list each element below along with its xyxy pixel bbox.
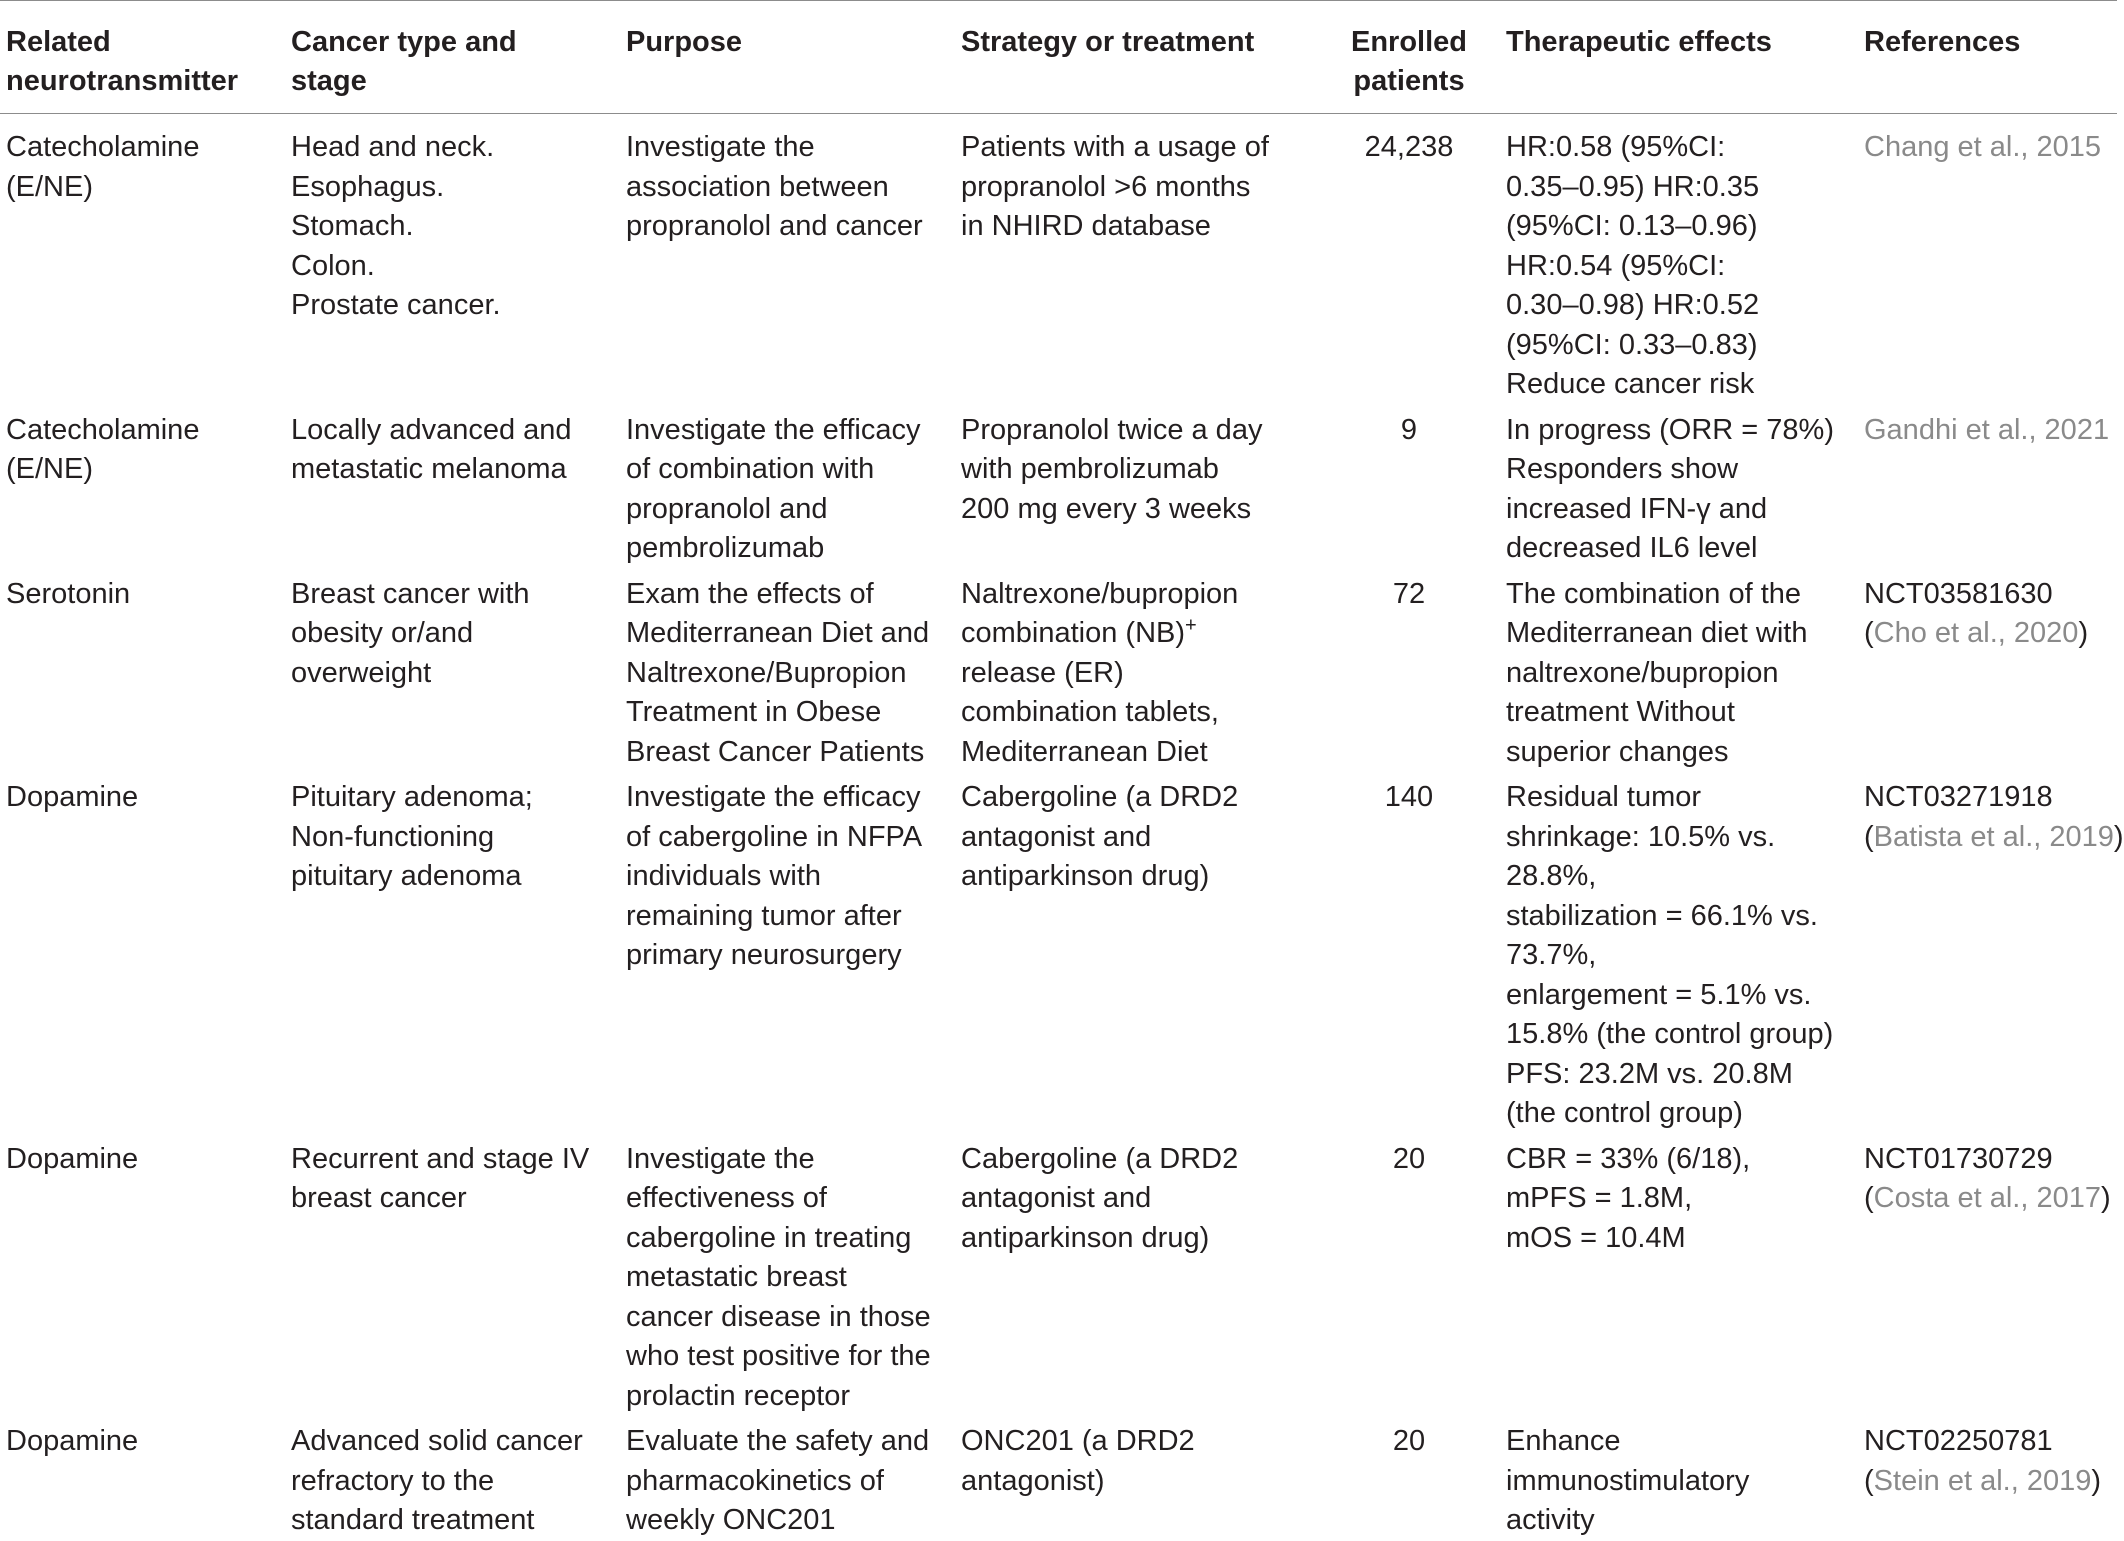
- purpose-cell-text: prolactin receptor: [626, 1379, 851, 1412]
- strategy-cell-line: [961, 411, 1312, 451]
- neurotransmitter-cell-text: Dopamine: [6, 781, 139, 813]
- references-cell: [1858, 1134, 2117, 1417]
- strategy-cell-text: antiparkinson drug): [961, 1221, 1210, 1254]
- therapeutic-effects-cell-text: Residual tumor: [1506, 781, 1702, 813]
- strategy-cell: [955, 405, 1320, 569]
- strategy-cell-text: antagonist and: [961, 1182, 1152, 1214]
- therapeutic-effects-cell: [1500, 569, 1858, 773]
- therapeutic-effects-cell-line: [1506, 450, 1850, 490]
- cancer-type-cell-text: Non-functioning: [291, 820, 495, 853]
- strategy-cell-text: Patients with a usage of: [961, 131, 1269, 163]
- purpose-cell-text: metastatic breast: [626, 1261, 847, 1293]
- purpose-cell-text: of combination with: [626, 453, 875, 485]
- purpose-cell-text: individuals with: [626, 860, 822, 892]
- neurotransmitter-cell: [0, 114, 285, 405]
- purpose-cell: [620, 114, 955, 405]
- paren-open: (: [1864, 1464, 1874, 1497]
- therapeutic-effects-cell-text: 0.35–0.95) HR:0.35: [1506, 170, 1760, 203]
- neurotransmitter-cell-text: Dopamine: [6, 1142, 139, 1175]
- cancer-type-cell: [285, 569, 620, 773]
- cancer-type-cell: [285, 114, 620, 405]
- purpose-cell-text: Exam the effects of: [626, 577, 874, 610]
- strategy-cell-text: 200 mg every 3 weeks: [961, 492, 1252, 525]
- neurotransmitter-cell-text: Serotonin: [6, 577, 131, 610]
- purpose-cell: [620, 405, 955, 569]
- purpose-cell-line: [626, 818, 947, 858]
- neurotransmitter-cell-line: [6, 1422, 277, 1462]
- cancer-type-cell-line: [291, 575, 612, 615]
- cancer-type-cell-line: [291, 654, 612, 694]
- paren-open: (: [1864, 820, 1874, 853]
- therapeutic-effects-cell-line: [1506, 733, 1850, 773]
- therapeutic-effects-cell-text: Mediterranean diet with: [1506, 617, 1808, 649]
- strategy-cell-text: Mediterranean Diet: [961, 735, 1208, 768]
- therapeutic-effects-cell-text: 0.30–0.98) HR:0.52: [1506, 289, 1760, 321]
- neurotransmitter-cell: [0, 772, 285, 1134]
- therapeutic-effects-cell-line: [1506, 575, 1850, 615]
- purpose-cell-line: [626, 1258, 947, 1298]
- therapeutic-effects-cell-line: [1506, 286, 1850, 326]
- therapeutic-effects-cell-line: [1506, 168, 1850, 208]
- neurotransmitter-cell-text: Catecholamine: [6, 413, 200, 446]
- strategy-cell: [955, 569, 1320, 773]
- enrolled-patients-cell: 20: [1392, 1142, 1426, 1175]
- reference-link[interactable]: Cho et al., 2020: [1873, 617, 2079, 649]
- strategy-cell-line: [961, 575, 1312, 615]
- cancer-type-cell-text: metastatic melanoma: [291, 453, 567, 485]
- therapeutic-effects-cell: [1500, 405, 1858, 569]
- strategy-cell-line: [961, 1140, 1312, 1180]
- therapeutic-effects-cell-text: 28.8%,: [1506, 860, 1597, 892]
- purpose-cell-line: [626, 1462, 947, 1502]
- therapeutic-effects-cell: [1500, 772, 1858, 1134]
- therapeutic-effects-cell-line: [1506, 1462, 1850, 1502]
- strategy-cell-line: [961, 778, 1312, 818]
- superscript-mark: +: [1185, 614, 1197, 637]
- purpose-cell-line: [626, 207, 947, 247]
- strategy-cell-line: [961, 450, 1312, 490]
- purpose-cell-text: Evaluate the safety and: [626, 1425, 930, 1457]
- strategy-cell-line: [961, 1179, 1312, 1219]
- header-row: [0, 1, 2117, 114]
- purpose-cell-line: [626, 1179, 947, 1219]
- therapeutic-effects-cell-text: HR:0.58 (95%CI:: [1506, 131, 1726, 163]
- therapeutic-effects-cell-line: [1506, 247, 1850, 287]
- therapeutic-effects-cell-line: [1506, 654, 1850, 694]
- therapeutic-effects-cell-text: shrinkage: 10.5% vs.: [1506, 820, 1776, 853]
- therapeutic-effects-cell-line: [1506, 529, 1850, 569]
- strategy-cell-line: [961, 818, 1312, 858]
- cancer-type-cell-line: [291, 286, 612, 326]
- therapeutic-effects-cell: [1500, 114, 1858, 405]
- therapeutic-effects-cell-text: stabilization = 66.1% vs.: [1506, 899, 1818, 932]
- purpose-cell-line: [626, 128, 947, 168]
- therapeutic-effects-cell-line: [1506, 490, 1850, 530]
- table-row: [0, 114, 2117, 405]
- cancer-type-cell-line: [291, 128, 612, 168]
- references-cell: [1858, 1416, 2117, 1541]
- therapeutic-effects-cell-text: Responders show: [1506, 453, 1739, 485]
- purpose-cell-text: primary neurosurgery: [626, 939, 902, 971]
- strategy-cell: [955, 1134, 1320, 1417]
- table-row: [0, 569, 2117, 773]
- therapeutic-effects-cell-line: [1506, 693, 1850, 733]
- cancer-type-cell-text: refractory to the: [291, 1464, 495, 1497]
- purpose-cell-text: of cabergoline in NFPA: [626, 820, 923, 853]
- paren-close: ): [2113, 820, 2124, 853]
- cancer-type-cell-text: Esophagus.: [291, 170, 445, 203]
- references-cell: [1858, 772, 2124, 1134]
- table-body: [0, 114, 2124, 1541]
- therapeutic-effects-cell-line: [1506, 1179, 1850, 1219]
- therapeutic-effects-cell-line: [1506, 326, 1850, 366]
- neurotransmitter-cell-line: [6, 411, 277, 451]
- reference-link[interactable]: Gandhi et al., 2021: [1864, 413, 2110, 446]
- trial-id: NCT03271918: [1864, 781, 2053, 813]
- purpose-cell: [620, 1134, 955, 1417]
- therapeutic-effects-cell-text: Enhance: [1506, 1425, 1621, 1457]
- table-row: [0, 405, 2117, 569]
- strategy-cell-text: release (ER): [961, 656, 1124, 689]
- reference-line: [1864, 818, 2124, 858]
- therapeutic-effects-cell-text: mPFS = 1.8M,: [1506, 1182, 1693, 1214]
- therapeutic-effects-cell-line: [1506, 1422, 1850, 1462]
- header-enrolled-patients: [1320, 1, 1500, 114]
- strategy-cell-text: antiparkinson drug): [961, 860, 1210, 892]
- paren-close: ): [2078, 617, 2089, 649]
- strategy-cell-line: [961, 614, 1312, 654]
- strategy-cell: [955, 114, 1320, 405]
- neurotransmitter-cell-line: [6, 1140, 277, 1180]
- purpose-cell: [620, 569, 955, 773]
- strategy-cell-line: [961, 693, 1312, 733]
- cancer-type-cell-line: [291, 247, 612, 287]
- purpose-cell-line: [626, 614, 947, 654]
- therapeutic-effects-cell-line: [1506, 778, 1850, 818]
- strategy-cell-line: [961, 733, 1312, 773]
- header-cancer-type-and-stage: [285, 1, 620, 114]
- therapeutic-effects-cell-line: [1506, 1140, 1850, 1180]
- purpose-cell-line: [626, 778, 947, 818]
- strategy-cell-text: in NHIRD database: [961, 210, 1211, 242]
- cancer-type-cell-line: [291, 411, 612, 451]
- cancer-type-cell-text: Colon.: [291, 249, 375, 282]
- strategy-cell-text: combination tablets,: [961, 696, 1219, 728]
- cancer-type-cell-line: [291, 207, 612, 247]
- purpose-cell: [620, 1416, 955, 1541]
- purpose-cell-line: [626, 411, 947, 451]
- purpose-cell-line: [626, 1298, 947, 1338]
- purpose-cell-line: [626, 936, 947, 976]
- therapeutic-effects-cell-text: Reduce cancer risk: [1506, 368, 1755, 400]
- header-strategy-or-treatment: [955, 1, 1320, 114]
- header-text-line: patients: [1353, 65, 1465, 97]
- paren-close: ): [2091, 1464, 2101, 1497]
- cancer-type-cell-text: Head and neck.: [291, 131, 495, 163]
- purpose-cell-text: Investigate the efficacy: [626, 781, 921, 813]
- cancer-type-cell-text: Breast cancer with: [291, 577, 530, 610]
- therapeutic-effects-cell-text: CBR = 33% (6/18),: [1506, 1142, 1751, 1175]
- strategy-cell-text: Naltrexone/bupropion: [961, 577, 1239, 610]
- cancer-type-cell-line: [291, 1422, 612, 1462]
- purpose-cell-text: Breast Cancer Patients: [626, 735, 925, 768]
- purpose-cell-text: pharmacokinetics of: [626, 1464, 884, 1497]
- trial-id: NCT01730729: [1864, 1142, 2053, 1175]
- therapeutic-effects-cell-text: The combination of the: [1506, 577, 1802, 610]
- therapeutic-effects-cell-text: HR:0.54 (95%CI:: [1506, 249, 1726, 282]
- neurotransmitter-cell: [0, 1134, 285, 1417]
- purpose-cell-line: [626, 733, 947, 773]
- header-text-line: Therapeutic effects: [1506, 26, 1772, 58]
- cancer-type-cell: [285, 1416, 620, 1541]
- cancer-type-cell-text: obesity or/and: [291, 617, 474, 649]
- therapeutic-effects-cell-line: [1506, 897, 1850, 937]
- therapeutic-effects-cell-line: [1506, 1015, 1850, 1055]
- reference-link[interactable]: Stein et al., 2019: [1873, 1464, 2092, 1497]
- therapeutic-effects-cell-line: [1506, 614, 1850, 654]
- table-row: [0, 1134, 2117, 1417]
- strategy-cell-text: ONC201 (a DRD2: [961, 1425, 1195, 1457]
- neurotransmitter-cell-text: Dopamine: [6, 1425, 139, 1457]
- cancer-type-cell-text: Pituitary adenoma;: [291, 781, 533, 813]
- therapeutic-effects-cell-line: [1506, 818, 1850, 858]
- strategy-cell-text: Cabergoline (a DRD2: [961, 1142, 1239, 1175]
- header-text-line: Strategy or treatment: [961, 26, 1255, 58]
- therapeutic-effects-cell-text: superior changes: [1506, 735, 1729, 768]
- strategy-cell: [955, 772, 1320, 1134]
- cancer-type-cell-line: [291, 614, 612, 654]
- strategy-cell-line: [961, 1422, 1312, 1462]
- header-references: [1858, 1, 2117, 114]
- cancer-type-cell-text: pituitary adenoma: [291, 860, 522, 892]
- strategy-cell-text: Propranolol twice a day: [961, 413, 1263, 446]
- table-header: [0, 1, 2117, 114]
- purpose-cell: [620, 772, 955, 1134]
- purpose-cell-text: Naltrexone/Bupropion: [626, 656, 907, 689]
- therapeutic-effects-cell-text: (the control group): [1506, 1097, 1743, 1129]
- trial-id: NCT02250781: [1864, 1425, 2053, 1457]
- references-cell: [1858, 405, 2117, 569]
- purpose-cell-text: Investigate the: [626, 131, 815, 163]
- therapeutic-effects-cell-text: 73.7%,: [1506, 939, 1597, 971]
- cancer-type-cell: [285, 1134, 620, 1417]
- cancer-type-cell-text: Stomach.: [291, 210, 414, 242]
- cancer-type-cell-text: breast cancer: [291, 1182, 467, 1214]
- therapeutic-effects-cell-text: increased IFN-γ and: [1506, 492, 1768, 525]
- therapeutic-effects-cell-line: [1506, 365, 1850, 405]
- therapeutic-effects-cell-text: (95%CI: 0.13–0.96): [1506, 210, 1758, 242]
- purpose-cell-line: [626, 529, 947, 569]
- purpose-cell-line: [626, 1377, 947, 1417]
- therapeutic-effects-cell-line: [1506, 936, 1850, 976]
- purpose-cell-line: [626, 857, 947, 897]
- purpose-cell-text: propranolol and cancer: [626, 210, 923, 242]
- cancer-type-cell-text: standard treatment: [291, 1504, 535, 1536]
- cancer-type-cell-text: Recurrent and stage IV: [291, 1142, 590, 1175]
- neurotransmitter-cell: [0, 405, 285, 569]
- strategy-cell-line: [961, 207, 1312, 247]
- purpose-cell-line: [626, 1219, 947, 1259]
- paren-open: (: [1864, 1182, 1874, 1214]
- cancer-type-cell-line: [291, 857, 612, 897]
- neurotransmitter-cell-line: [6, 450, 277, 490]
- strategy-cell-line: [961, 857, 1312, 897]
- purpose-cell-line: [626, 654, 947, 694]
- strategy-cell-text: antagonist and: [961, 820, 1152, 853]
- neurotransmitter-cell-line: [6, 168, 277, 208]
- cancer-type-cell-line: [291, 778, 612, 818]
- purpose-cell-text: Investigate the efficacy: [626, 413, 921, 446]
- cancer-type-cell-text: Locally advanced and: [291, 413, 572, 446]
- enrolled-patients-cell: 9: [1400, 413, 1418, 446]
- therapeutic-effects-cell-line: [1506, 857, 1850, 897]
- therapeutic-effects-cell-text: 15.8% (the control group): [1506, 1018, 1834, 1050]
- purpose-cell-line: [626, 490, 947, 530]
- reference-link[interactable]: Costa et al., 2017: [1873, 1182, 2101, 1214]
- strategy-cell-line: [961, 128, 1312, 168]
- therapeutic-effects-cell-text: enlargement = 5.1% vs.: [1506, 978, 1812, 1011]
- header-therapeutic-effects: [1500, 1, 1858, 114]
- therapeutic-effects-cell-line: [1506, 1219, 1850, 1259]
- cancer-type-cell-text: Prostate cancer.: [291, 289, 501, 321]
- cancer-type-cell-line: [291, 1179, 612, 1219]
- therapeutic-effects-cell: [1500, 1416, 1858, 1541]
- strategy-cell-text: combination (NB): [961, 617, 1186, 649]
- reference-line: [1864, 614, 2109, 654]
- therapeutic-effects-cell-text: PFS: 23.2M vs. 20.8M: [1506, 1057, 1793, 1090]
- cancer-type-cell-line: [291, 168, 612, 208]
- header-related-neurotransmitter: [0, 1, 285, 114]
- purpose-cell-text: pembrolizumab: [626, 532, 825, 564]
- purpose-cell-line: [626, 1140, 947, 1180]
- therapeutic-effects-cell-line: [1506, 1055, 1850, 1095]
- therapeutic-effects-cell-line: [1506, 207, 1850, 247]
- purpose-cell-line: [626, 1422, 947, 1462]
- cancer-type-cell-text: Advanced solid cancer: [291, 1425, 583, 1457]
- neurotransmitter-cell-text: (E/NE): [6, 170, 93, 203]
- purpose-cell-line: [626, 575, 947, 615]
- header-purpose: [620, 1, 955, 114]
- purpose-cell-line: [626, 168, 947, 208]
- therapeutic-effects-cell-line: [1506, 1501, 1850, 1541]
- purpose-cell-line: [626, 1501, 947, 1541]
- cancer-type-cell-line: [291, 450, 612, 490]
- neurotransmitter-cell-text: (E/NE): [6, 453, 93, 485]
- reference-line: [1864, 1462, 2109, 1502]
- strategy-cell: [955, 1416, 1320, 1541]
- purpose-cell-text: Mediterranean Diet and: [626, 617, 930, 649]
- strategy-cell-line: [961, 1462, 1312, 1502]
- cancer-type-cell-text: overweight: [291, 656, 432, 689]
- table-row: [0, 1416, 2117, 1541]
- header-text-line: Related: [6, 26, 111, 58]
- purpose-cell-text: cabergoline in treating: [626, 1221, 912, 1254]
- enrolled-patients-cell: 24,238: [1364, 131, 1454, 163]
- cancer-type-cell: [285, 772, 620, 1134]
- therapeutic-effects-cell-text: (95%CI: 0.33–0.83): [1506, 328, 1758, 361]
- paren-close: ): [2101, 1182, 2111, 1214]
- table-row: [0, 772, 2117, 1134]
- therapeutic-effects-cell-line: [1506, 1094, 1850, 1134]
- header-text-line: References: [1864, 26, 2021, 58]
- neurotransmitter-cell-line: [6, 778, 277, 818]
- purpose-cell-text: cancer disease in those: [626, 1300, 931, 1333]
- trial-id: NCT03581630: [1864, 577, 2053, 610]
- enrolled-patients-cell: 72: [1392, 577, 1426, 610]
- therapeutic-effects-cell-text: In progress (ORR = 78%): [1506, 413, 1834, 446]
- header-text-line: neurotransmitter: [6, 65, 239, 97]
- therapeutic-effects-cell: [1500, 1134, 1858, 1417]
- purpose-cell-line: [626, 450, 947, 490]
- purpose-cell-text: weekly ONC201: [626, 1504, 836, 1536]
- reference-line: [1864, 1179, 2109, 1219]
- references-cell: [1858, 114, 2117, 405]
- strategy-cell-text: propranolol >6 months: [961, 170, 1251, 203]
- purpose-cell-text: who test positive for the: [626, 1340, 931, 1372]
- header-text-line: stage: [291, 65, 367, 97]
- header-text-line: Cancer type and: [291, 26, 517, 58]
- purpose-cell-text: effectiveness of: [626, 1182, 827, 1214]
- cancer-type-cell-line: [291, 818, 612, 858]
- neurotransmitter-cell-line: [6, 128, 277, 168]
- purpose-cell-line: [626, 897, 947, 937]
- therapeutic-effects-cell-text: naltrexone/bupropion: [1506, 656, 1779, 689]
- header-text-line: Enrolled: [1350, 26, 1467, 58]
- neurotransmitter-cell-text: Catecholamine: [6, 131, 200, 163]
- purpose-cell-text: propranolol and: [626, 492, 828, 525]
- enrolled-patients-cell: 140: [1384, 781, 1434, 813]
- therapeutic-effects-cell-text: immunostimulatory: [1506, 1464, 1750, 1497]
- therapeutic-effects-cell-line: [1506, 128, 1850, 168]
- purpose-cell-line: [626, 693, 947, 733]
- purpose-cell-line: [626, 1337, 947, 1377]
- purpose-cell-text: Treatment in Obese: [626, 696, 882, 728]
- cancer-type-cell-line: [291, 1140, 612, 1180]
- strategy-cell-line: [961, 168, 1312, 208]
- cancer-type-cell: [285, 405, 620, 569]
- purpose-cell-text: association between: [626, 170, 889, 203]
- strategy-cell-text: with pembrolizumab: [961, 453, 1219, 485]
- references-cell: [1858, 569, 2117, 773]
- reference-link[interactable]: Chang et al., 2015: [1864, 131, 2102, 163]
- strategy-cell-line: [961, 1219, 1312, 1259]
- therapeutic-effects-cell-line: [1506, 411, 1850, 451]
- header-text-line: Purpose: [626, 26, 743, 58]
- therapeutic-effects-cell-text: activity: [1506, 1504, 1595, 1536]
- cancer-type-cell-line: [291, 1462, 612, 1502]
- enrolled-patients-cell: 20: [1392, 1425, 1426, 1457]
- cancer-type-cell-line: [291, 1501, 612, 1541]
- purpose-cell-text: remaining tumor after: [626, 899, 902, 932]
- purpose-cell-text: Investigate the: [626, 1142, 815, 1175]
- strategy-cell-text: antagonist): [961, 1464, 1105, 1497]
- therapeutic-effects-cell-text: decreased IL6 level: [1506, 532, 1758, 564]
- neurotransmitter-cell: [0, 569, 285, 773]
- paren-open: (: [1864, 617, 1874, 649]
- neurotransmitter-cell-line: [6, 575, 277, 615]
- strategy-cell-text: Cabergoline (a DRD2: [961, 781, 1239, 813]
- neurotransmitter-cell: [0, 1416, 285, 1541]
- therapeutic-effects-cell-text: mOS = 10.4M: [1506, 1221, 1686, 1254]
- strategy-cell-line: [961, 490, 1312, 530]
- strategy-cell-line: [961, 654, 1312, 694]
- therapeutic-effects-cell-text: treatment Without: [1506, 696, 1735, 728]
- reference-link[interactable]: Batista et al., 2019: [1873, 820, 2114, 853]
- therapeutic-effects-cell-line: [1506, 976, 1850, 1016]
